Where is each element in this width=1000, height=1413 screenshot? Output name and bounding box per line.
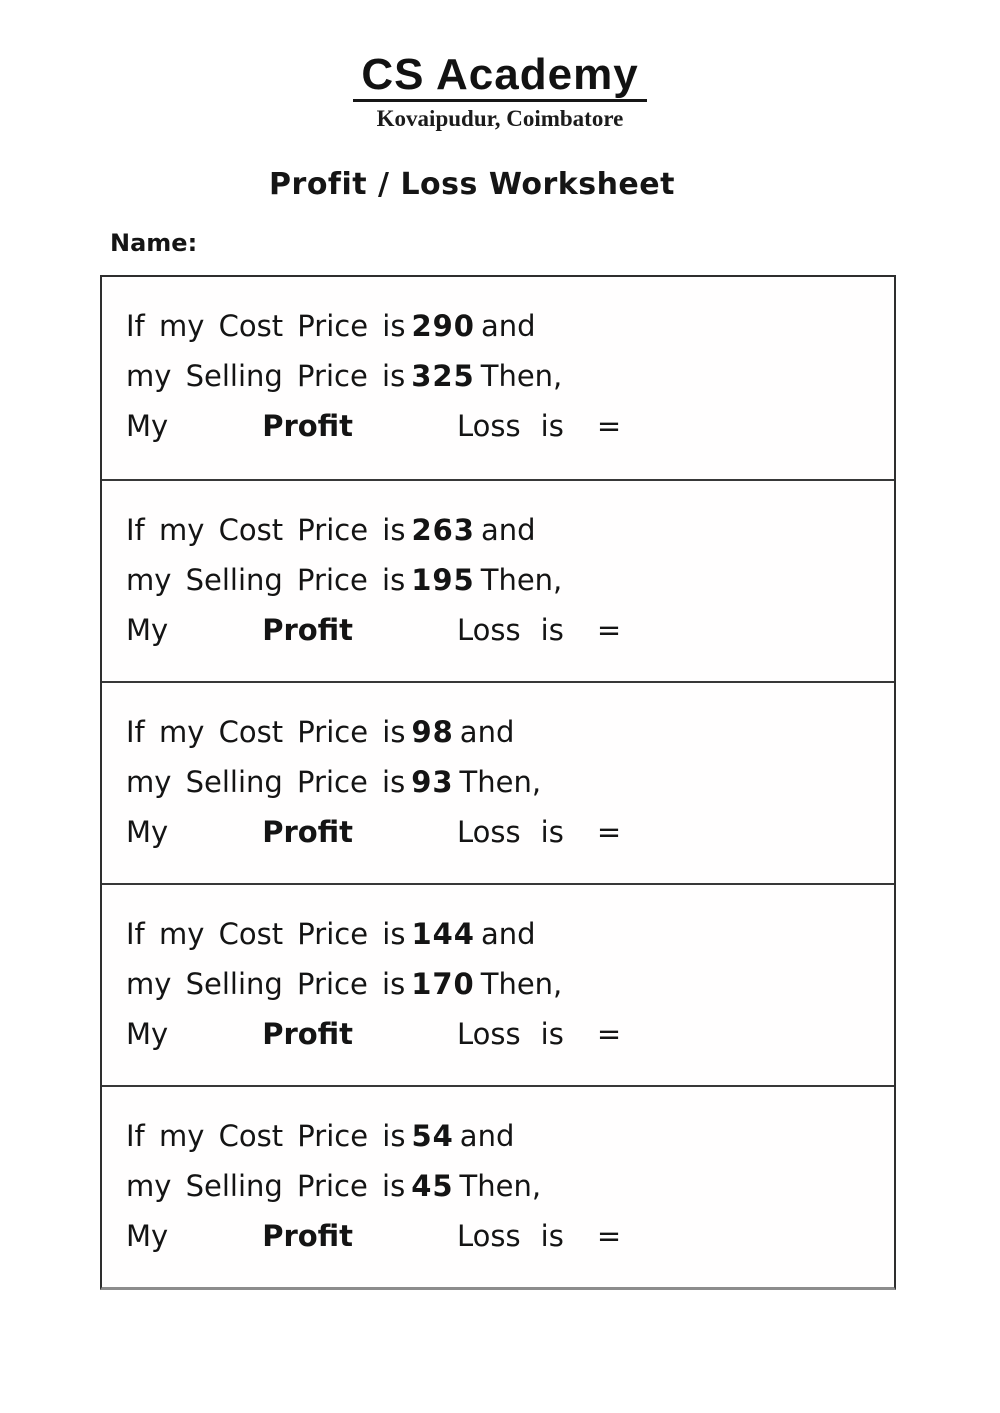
school-name: CS Academy <box>353 53 646 102</box>
profit-label: Profit <box>262 1219 354 1253</box>
problem-5-line-3 <box>126 1211 884 1261</box>
is-label: is <box>540 613 564 647</box>
problem-row-2 <box>102 479 894 681</box>
line1-prefix: If my Cost Price is <box>126 513 406 547</box>
line2-suffix: Then, <box>459 1169 542 1203</box>
problem-row-3 <box>102 681 894 883</box>
my-label: My <box>126 1219 169 1253</box>
selling-price-value: 45 <box>411 1169 454 1203</box>
line2-prefix: my Selling Price is <box>126 967 406 1001</box>
loss-label: Loss <box>457 613 521 647</box>
profit-label: Profit <box>262 815 354 849</box>
line1-suffix: and <box>459 1119 515 1153</box>
selling-price-value: 170 <box>411 967 475 1001</box>
problem-row-1 <box>102 277 894 479</box>
cost-price-value: 54 <box>411 1119 454 1153</box>
my-label: My <box>126 613 169 647</box>
problem-1-line-2 <box>126 351 884 401</box>
line1-suffix: and <box>480 309 536 343</box>
header <box>0 0 1000 131</box>
profit-label: Profit <box>262 1017 354 1051</box>
problem-3-line-1 <box>126 707 884 757</box>
equals-sign: = <box>596 815 622 849</box>
equals-sign: = <box>596 1219 622 1253</box>
loss-label: Loss <box>457 409 521 443</box>
line2-prefix: my Selling Price is <box>126 1169 406 1203</box>
problem-2-line-2 <box>126 555 884 605</box>
equals-sign: = <box>596 1017 622 1051</box>
problem-4-line-2 <box>126 959 884 1009</box>
selling-price-value: 93 <box>411 765 454 799</box>
loss-label: Loss <box>457 1219 521 1253</box>
problem-5-line-1 <box>126 1111 884 1161</box>
line2-suffix: Then, <box>459 765 542 799</box>
line1-suffix: and <box>459 715 515 749</box>
profit-label: Profit <box>262 613 354 647</box>
problem-4-line-1 <box>126 909 884 959</box>
problem-row-5 <box>102 1085 894 1287</box>
cost-price-value: 290 <box>411 309 475 343</box>
my-label: My <box>126 409 169 443</box>
line2-suffix: Then, <box>480 563 563 597</box>
loss-label: Loss <box>457 815 521 849</box>
problem-2-line-3 <box>126 605 884 655</box>
line2-prefix: my Selling Price is <box>126 359 406 393</box>
name-label: Name: <box>110 229 198 258</box>
line1-suffix: and <box>480 917 536 951</box>
line1-prefix: If my Cost Price is <box>126 309 406 343</box>
is-label: is <box>540 815 564 849</box>
line1-prefix: If my Cost Price is <box>126 715 406 749</box>
line1-prefix: If my Cost Price is <box>126 1119 406 1153</box>
problems-table <box>100 275 896 1290</box>
selling-price-value: 195 <box>411 563 475 597</box>
problem-3-line-3 <box>126 807 884 857</box>
equals-sign: = <box>596 409 622 443</box>
equals-sign: = <box>596 613 622 647</box>
my-label: My <box>126 1017 169 1051</box>
problem-5-line-2 <box>126 1161 884 1211</box>
profit-label: Profit <box>262 409 354 443</box>
line1-prefix: If my Cost Price is <box>126 917 406 951</box>
problem-1-line-1 <box>126 301 884 351</box>
line2-suffix: Then, <box>480 967 563 1001</box>
my-label: My <box>126 815 169 849</box>
problem-1-line-3 <box>126 401 884 451</box>
problem-2-line-1 <box>126 505 884 555</box>
line1-suffix: and <box>480 513 536 547</box>
problem-3-line-2 <box>126 757 884 807</box>
cost-price-value: 263 <box>411 513 475 547</box>
is-label: is <box>540 1017 564 1051</box>
cost-price-value: 98 <box>411 715 454 749</box>
page-title: Profit / Loss Worksheet <box>269 167 675 203</box>
loss-label: Loss <box>457 1017 521 1051</box>
selling-price-value: 325 <box>411 359 475 393</box>
line2-prefix: my Selling Price is <box>126 563 406 597</box>
cost-price-value: 144 <box>411 917 475 951</box>
is-label: is <box>540 1219 564 1253</box>
school-location: Kovaipudur, Coimbatore <box>376 106 624 131</box>
problem-4-line-3 <box>126 1009 884 1059</box>
line2-prefix: my Selling Price is <box>126 765 406 799</box>
is-label: is <box>540 409 564 443</box>
problem-row-4 <box>102 883 894 1085</box>
line2-suffix: Then, <box>480 359 563 393</box>
